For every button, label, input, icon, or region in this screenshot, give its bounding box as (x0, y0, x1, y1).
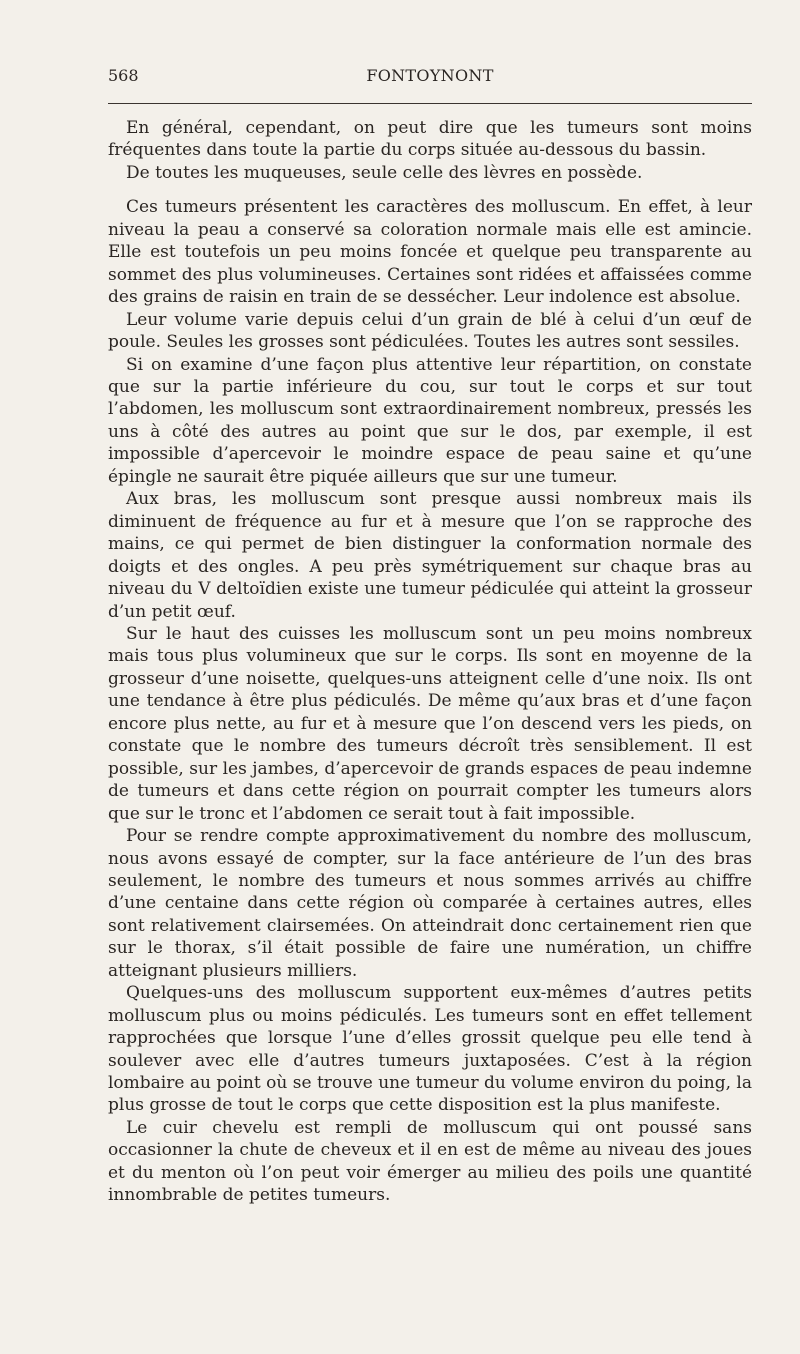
paragraph: Ces tumeurs présentent les caractères des molluscum. En effet, à leur niveau la peau a conservé sa coloration normale mais elle est amincie. Elle est toutefois un peu moins foncée et quelque peu transparente au sommet des plus volumineuses. Certaines sont ridées et affaissées comme des grains de raisin en train de se dessécher. Leur indolence est absolue. (108, 197, 752, 308)
paragraph: Si on examine d’une façon plus attentive leur répartition, on constate que sur la partie inférieure du cou, sur tout le corps et sur tout l’abdomen, les molluscum sont extraordinairement nombreux, pressés les uns à côté des autres au point que sur le dos, par exemple, il est impossible d’apercevoir le moindre espace de peau saine et qu’une épingle ne saurait être piquée ailleurs que sur une tumeur. (108, 354, 752, 487)
page-header (108, 66, 752, 88)
running-title: FONTOYNONT (366, 66, 494, 85)
paragraph: Aux bras, les molluscum sont presque aussi nombreux mais ils diminuent de fréquence au fur et à mesure que l’on se rapproche des mains, ce qui permet de bien distinguer la conformation normale des doigts et des ongles. A peu près symétriquement sur chaque bras au niveau du V deltoïdien existe une tumeur pédiculée qui atteint la grosseur d’un petit œuf. (108, 489, 752, 622)
header-rule (108, 103, 752, 104)
page-number: 568 (108, 66, 139, 85)
paragraph: Leur volume varie depuis celui d’un grain de blé à celui d’un œuf de poule. Seules les grosses sont pédiculées. Toutes les autres sont sessiles. (108, 309, 752, 353)
paragraph: Sur le haut des cuisses les molluscum sont un peu moins nombreux mais tous plus volumineux que sur le corps. Ils sont en moyenne de la grosseur d’une noisette, quelques-uns atteignent celle d’une noix. Ils ont une tendance à être plus pédiculés. De même qu’aux bras et d’une façon encore plus nette, au fur et à mesure que l’on descend vers les pieds, on constate que le nombre des tumeurs décroît très sensiblement. Il est possible, sur les jambes, d’apercevoir de grands espaces de peau indemne de tumeurs et dans cette région on pourrait compter les tumeurs alors que sur le tronc et l’abdomen ce serait tout à fait impossible. (108, 623, 752, 824)
paragraph: En général, cependant, on peut dire que les tumeurs sont moins fréquentes dans toute la partie du corps située au-dessous du bassin. (108, 118, 752, 161)
paragraph: Le cuir chevelu est rempli de molluscum qui ont poussé sans occasionner la chute de cheveux et il en est de même au niveau des joues et du menton où l’on peut voir émerger au milieu des poils une quantité innombrable de petites tumeurs. (108, 1117, 752, 1206)
paragraph: Pour se rendre compte approximativement du nombre des molluscum, nous avons essayé de compter, sur la face antérieure de l’un des bras seulement, le nombre des tumeurs et nous sommes arrivés au chiffre d’une centaine dans cette région où comparée à certaines autres, elles sont relativement clairsemées. On atteindrait donc certainement rien que sur le thorax, s’il était possible de faire une numération, un chiffre atteignant plusieurs milliers. (108, 826, 752, 981)
body-text (108, 117, 752, 1207)
paragraph: De toutes les muqueuses, seule celle des lèvres en possède. (126, 162, 643, 183)
paragraph: Quelques-uns des molluscum supportent eux-mêmes d’autres petits molluscum plus ou moins pédiculés. Les tumeurs sont en effet tellement rapprochées que lorsque l’une d’elles grossit quelque peu elle tend à soulever avec elle d’autres tumeurs juxtaposées. C’est à la région lombaire au point où se trouve une tumeur du volume environ du poing, la plus grosse de tout le corps que cette disposition est la plus manifeste. (108, 983, 752, 1116)
